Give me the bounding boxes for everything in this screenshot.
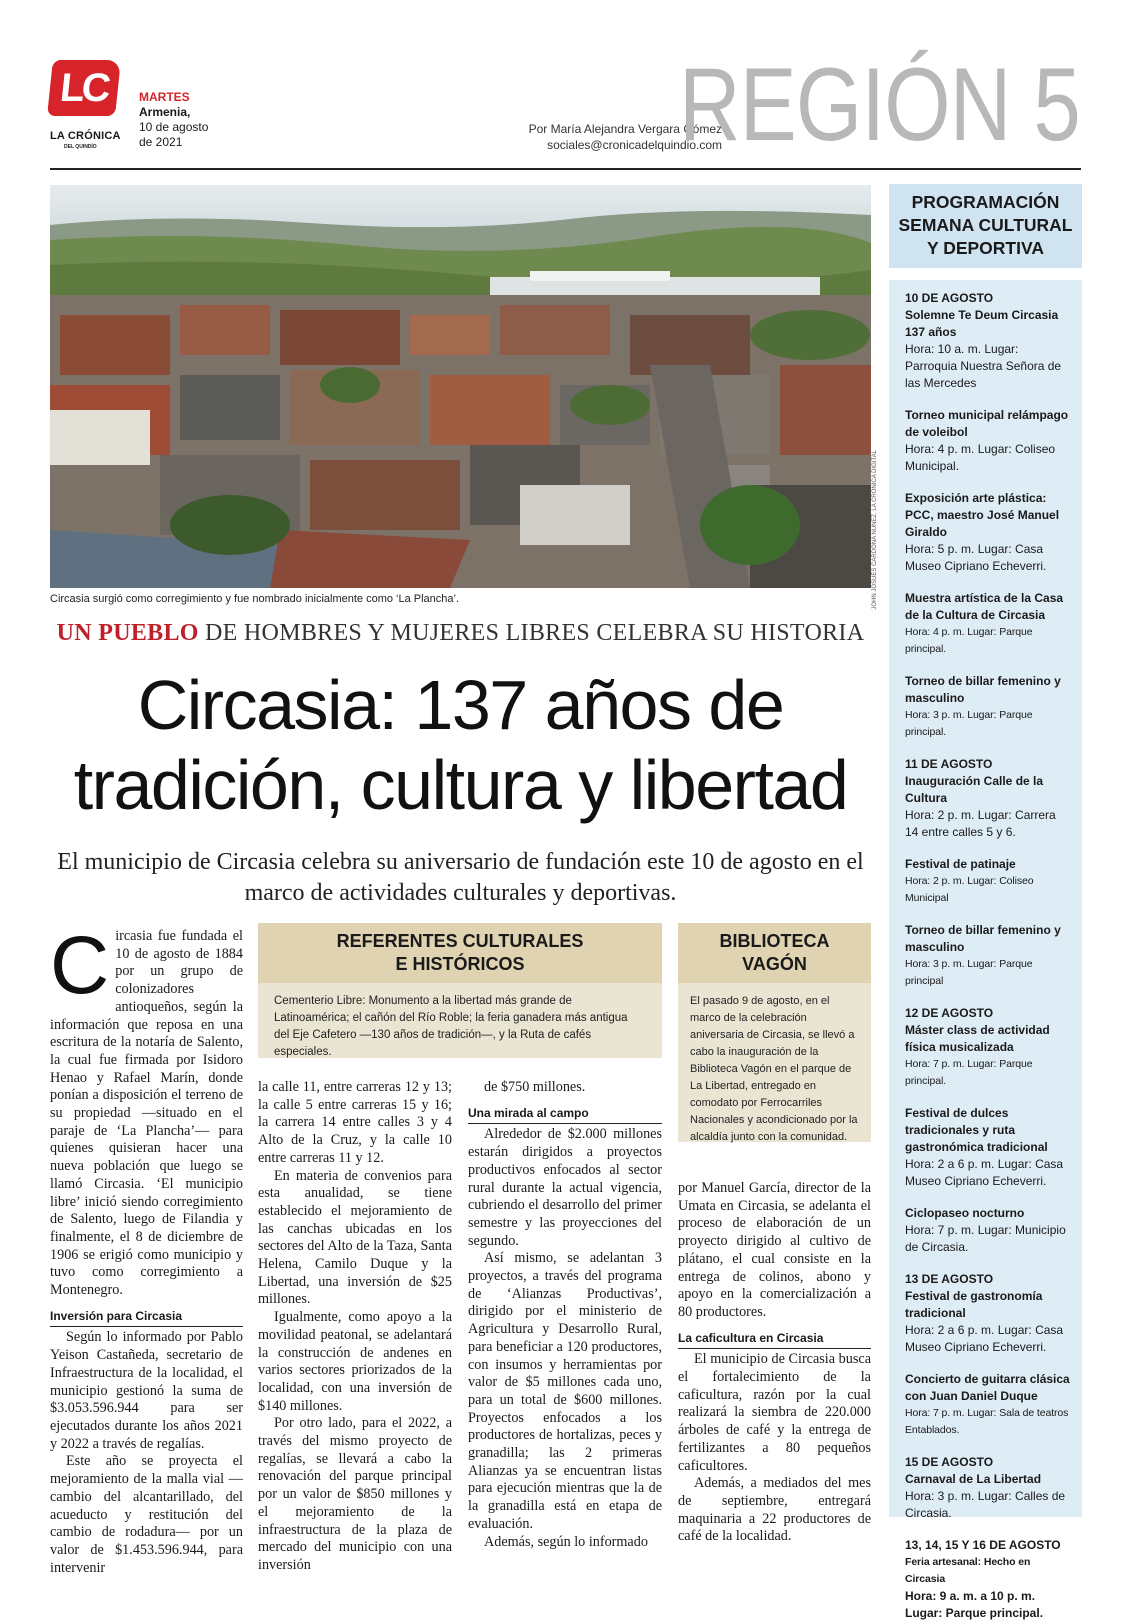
dateline-date-2: de 2021 <box>139 135 183 149</box>
event-item <box>905 1105 1070 1190</box>
event-info: Hora: 7 p. m. Lugar: Parque principal. <box>905 1058 1033 1087</box>
paragraph: Por otro lado, para el 2022, a través del mismo proyecto de regalías, se llevará a cabo la renovación del parque principal por un valor de $850 millones y el mejoramiento de la infraestructura de la plaza de mercado del municipio con una inversión <box>258 1415 452 1573</box>
event-lugar: Lugar: Parque principal. <box>905 1606 1044 1620</box>
event-info: Hora: 2 a 6 p. m. Lugar: Casa Museo Cipriano Echeverri. <box>905 1323 1064 1354</box>
event-feria <box>905 1554 1070 1588</box>
event-item <box>905 1205 1070 1256</box>
byline-email: sociales@cronicadelquindio.com <box>547 138 722 152</box>
referentes-box-title <box>258 923 662 983</box>
event-info: Hora: 3 p. m. Lugar: Parque principal. <box>905 709 1033 738</box>
event-date: 12 DE AGOSTO <box>905 1006 994 1020</box>
event-item-final <box>905 1537 1070 1622</box>
logo-subtitle: DEL QUINDÍO <box>64 144 97 150</box>
headline-line-1: Circasia: 137 años de <box>137 666 784 744</box>
drop-cap: C <box>50 920 110 1011</box>
sidebar-title-line-2: SEMANA CULTURAL <box>898 215 1073 235</box>
event-info: Hora: 5 p. m. Lugar: Casa Museo Cipriano Echeverri. <box>905 542 1047 573</box>
event-list <box>905 290 1070 1522</box>
sidebar-title <box>889 184 1082 268</box>
town-photo-illustration <box>50 185 871 588</box>
event-title: Solemne Te Deum Circasia 137 años <box>905 308 1059 339</box>
event-info: Hora: 7 p. m. Lugar: Sala de teatros Entablados. <box>905 1407 1069 1436</box>
event-date: 11 DE AGOSTO <box>905 757 993 771</box>
event-title: Festival de gastronomía tradicional <box>905 1289 1043 1320</box>
kicker-rest: DE HOMBRES Y MUJERES LIBRES CELEBRA SU HISTORIA <box>198 620 865 646</box>
event-item <box>905 1371 1070 1439</box>
logo-name: LA CRÓNICA <box>50 130 121 142</box>
dateline-day: MARTES <box>139 90 190 104</box>
event-feria-text: Feria artesanal: Hecho en Circasia <box>905 1556 1031 1585</box>
event-item <box>905 922 1070 990</box>
paragraph: Según lo informado por Pablo Yeison Castañeda, secretario de Infraestructura de la localidad, el municipio gestionó la suma de $3.053.596.944 para ser ejecutados durante los años 2021 y 2022 a través de regalías. <box>50 1329 243 1452</box>
paragraph: Además, según lo informado <box>484 1533 648 1550</box>
subhead-campo: Una mirada al campo <box>468 1105 662 1125</box>
biblioteca-box <box>678 923 871 1142</box>
biblioteca-title-line-2: VAGÓN <box>742 954 807 974</box>
article-column-1 <box>50 920 243 1577</box>
event-info: Hora: 7 p. m. Lugar: Municipio de Circasia. <box>905 1223 1066 1254</box>
subhead-caficultura: La caficultura en Circasia <box>678 1330 871 1350</box>
event-title: Concierto de guitarra clásica con Juan Daniel Duque <box>905 1372 1070 1403</box>
event-title: Ciclopaseo nocturno <box>905 1206 1025 1220</box>
event-item <box>905 673 1070 741</box>
dateline-date-1: 10 de agosto <box>139 120 209 134</box>
article-column-2 <box>258 1079 452 1575</box>
event-item <box>905 290 1070 392</box>
masthead-rule <box>50 168 1081 170</box>
event-date: 10 DE AGOSTO <box>905 291 994 305</box>
sidebar-schedule <box>889 280 1082 1620</box>
byline-author: Por María Alejandra Vergara Gómez <box>528 122 722 136</box>
paragraph: El municipio de Circasia busca el fortalecimiento de la caficultura, razón por la cual realizará la siembra de 220.000 árboles de café y la entrega de fertilizantes a 80 pequeños caficultores. <box>678 1351 871 1474</box>
event-title: Exposición arte plástica: PCC, maestro José Manuel Giraldo <box>905 491 1060 539</box>
paragraph: En materia de convenios para esta anualidad, se tiene establecido el mejoramiento de las canchas ubicadas en los sectores del Alto de la Taza, Santa Helena, Camilo Duque y la Libertad, una inversión de $25 millones. <box>258 1167 452 1308</box>
paragraph: Este año se proyecta el mejoramiento de la malla vial —cambio del alcantarillado, del acueducto y restitución del cambio de rodadura— por un valor de $1.453.596.944, para intervenir <box>50 1453 243 1576</box>
event-title: Carnaval de La Libertad <box>905 1472 1042 1486</box>
event-item <box>905 856 1070 907</box>
event-title: Festival de patinaje <box>905 857 1016 871</box>
event-date: 13 DE AGOSTO <box>905 1272 994 1286</box>
paragraph: la calle 11, entre carreras 12 y 13; la calle 5 entre carreras 15 y 16; la carrera 14 entre calles 3 y 4 Alto de la Cruz, y la calle 10 entre carreras 11 y 12. <box>258 1079 452 1166</box>
event-info: Hora: 4 p. m. Lugar: Coliseo Municipal. <box>905 442 1056 473</box>
event-info: Hora: 10 a. m. Lugar: Parroquia Nuestra Señora de las Mercedes <box>905 342 1062 390</box>
biblioteca-box-title <box>678 923 871 983</box>
newspaper-logo <box>50 60 118 128</box>
event-title: Festival de dulces tradicionales y ruta gastronómica tradicional <box>905 1106 1048 1154</box>
section-title: REGIÓN 5 <box>679 47 1080 163</box>
referentes-box-body: Cementerio Libre: Monumento a la libertad más grande de Latinoamérica; el cañón del Río Roble; la feria ganadera más antigua del Eje Cafetero —130 años de tradición—, y la Ruta de cafés especiales. <box>274 995 628 1058</box>
event-item <box>905 407 1070 475</box>
paragraph: por Manuel García, director de la Umata en Circasia, se adelanta el proceso de elaboración de un proyecto dirigido al cultivo de plátano, el cual consiste en la entrega de colinos, abono y apoyo en la comercialización a 80 productores. <box>678 1180 871 1320</box>
paragraph: Alrededor de $2.000 millones estarán dirigidos a proyectos productivos enfocados al sector rural durante la actual vigencia, cubriendo el desarrollo del primer semestre y las proyecciones del segundo. <box>468 1126 662 1249</box>
article-column-4 <box>678 1180 871 1546</box>
event-title: Inauguración Calle de la Cultura <box>905 774 1044 805</box>
event-title: Torneo de billar femenino y masculino <box>905 923 1061 954</box>
article-column-3 <box>468 1079 662 1551</box>
biblioteca-box-body: El pasado 9 de agosto, en el marco de la celebración aniversaria de Circasia, se llevó a cabo la inauguración de la Biblioteca Vagón en el parque de La Libertad, entregado en comodato por Ferrocarriles Nacionales y acondicionado por la alcaldía junto con la comunidad. <box>690 995 858 1143</box>
paragraph: Así mismo, se adelantan 3 proyectos, a través del programa de ‘Alianzas Productivas’, dirigido por el ministerio de Agricultura y Desarrollo Rural, para beneficiar a 120 productores, con insumos y herramientas por valor de $5 millones cada uno, para un total de $600 millones. Proyectos enfocados a los productores de hortalizas, peces y granadilla; las 2 primeras Alianzas ya se encuentran listas para ejecución mientras que la de la granadilla está en etapa de evaluación. <box>468 1250 662 1532</box>
event-info: Hora: 2 p. m. Lugar: Coliseo Municipal <box>905 875 1034 904</box>
event-date: 13, 14, 15 Y 16 DE AGOSTO <box>905 1538 1061 1552</box>
biblioteca-title-line-1: BIBLIOTECA <box>719 931 830 951</box>
event-info: Hora: 2 a 6 p. m. Lugar: Casa Museo Cipriano Echeverri. <box>905 1157 1064 1188</box>
logo-mark: LC <box>47 60 121 116</box>
dateline <box>139 90 208 150</box>
event-info: Hora: 3 p. m. Lugar: Parque principal <box>905 958 1033 987</box>
event-item <box>905 1271 1070 1356</box>
event-item <box>905 1005 1070 1090</box>
sidebar-title-line-1: PROGRAMACIÓN <box>911 192 1060 212</box>
event-item <box>905 756 1070 841</box>
event-item <box>905 490 1070 575</box>
referentes-title-line-1: REFERENTES CULTURALES <box>336 931 584 951</box>
photo-caption: Circasia surgió como corregimiento y fue nombrado inicialmente como ‘La Plancha’. <box>50 593 460 605</box>
paragraph: de $750 millones. <box>484 1079 586 1095</box>
town-photo <box>50 185 871 588</box>
photo-credit: JOHN JOSUÉS CARDONA NÚÑEZ. LA CRÓNICA DIGITAL <box>872 450 878 610</box>
subhead-inversion: Inversión para Circasia <box>50 1308 243 1328</box>
lead-paragraph <box>50 920 243 1300</box>
event-date: 15 DE AGOSTO <box>905 1455 994 1469</box>
headline-line-2: tradición, cultura y libertad <box>73 746 848 824</box>
event-item <box>905 590 1070 658</box>
kicker <box>50 620 871 647</box>
paragraph: Igualmente, como apoyo a la movilidad peatonal, se adelantará la construcción de andenes en varios sectores priorizados de la localidad, con una inversión de $140 millones. <box>258 1309 452 1414</box>
event-title: Máster class de actividad física musicalizada <box>905 1023 1050 1054</box>
referentes-title-line-2: E HISTÓRICOS <box>395 954 525 974</box>
event-info: Hora: 4 p. m. Lugar: Parque principal. <box>905 626 1033 655</box>
event-title: Torneo municipal relámpago de voleibol <box>905 408 1069 439</box>
event-item <box>905 1454 1070 1522</box>
event-info: Hora: 3 p. m. Lugar: Calles de Circasia. <box>905 1489 1066 1520</box>
headline <box>50 665 871 825</box>
lead-text: ircasia fue fundada el 10 de agosto de 1884 por un grupo de colonizadores antioqueños, según la información que reposa en una escritura de la notaría de Salento, la cual fue firmada por Isidoro Henao y Rafael Marín, donde ponían a disposición el terreno de su propiedad —situado en el paraje de ‘La Plancha’— para quienes quisieran hacer una nueva población que luego se llamó Circasia. ‘El municipio libre’ inició siendo corregimiento de Salento, luego de Filandia y finalmente, el 8 de diciembre de 1906 se erigió como municipio y tuvo como corregimiento a Montenegro. <box>50 928 243 1299</box>
event-info: Hora: 2 p. m. Lugar: Carrera 14 entre calles 5 y 6. <box>905 808 1056 839</box>
referentes-box <box>258 923 662 1058</box>
event-title: Muestra artística de la Casa de la Cultura de Circasia <box>905 591 1064 622</box>
sidebar-title-line-3: Y DEPORTIVA <box>926 238 1044 258</box>
event-hora: Hora: 9 a. m. a 10 p. m. <box>905 1589 1036 1603</box>
deck: El municipio de Circasia celebra su aniversario de fundación este 10 de agosto en el marco de actividades culturales y deportivas. <box>57 849 864 906</box>
event-title: Torneo de billar femenino y masculino <box>905 674 1061 705</box>
dateline-city: Armenia, <box>139 105 191 119</box>
kicker-highlight: UN PUEBLO <box>56 620 199 646</box>
paragraph: Además, a mediados del mes de septiembre, entregará maquinaria a 22 productores de café de la localidad. <box>678 1475 871 1545</box>
